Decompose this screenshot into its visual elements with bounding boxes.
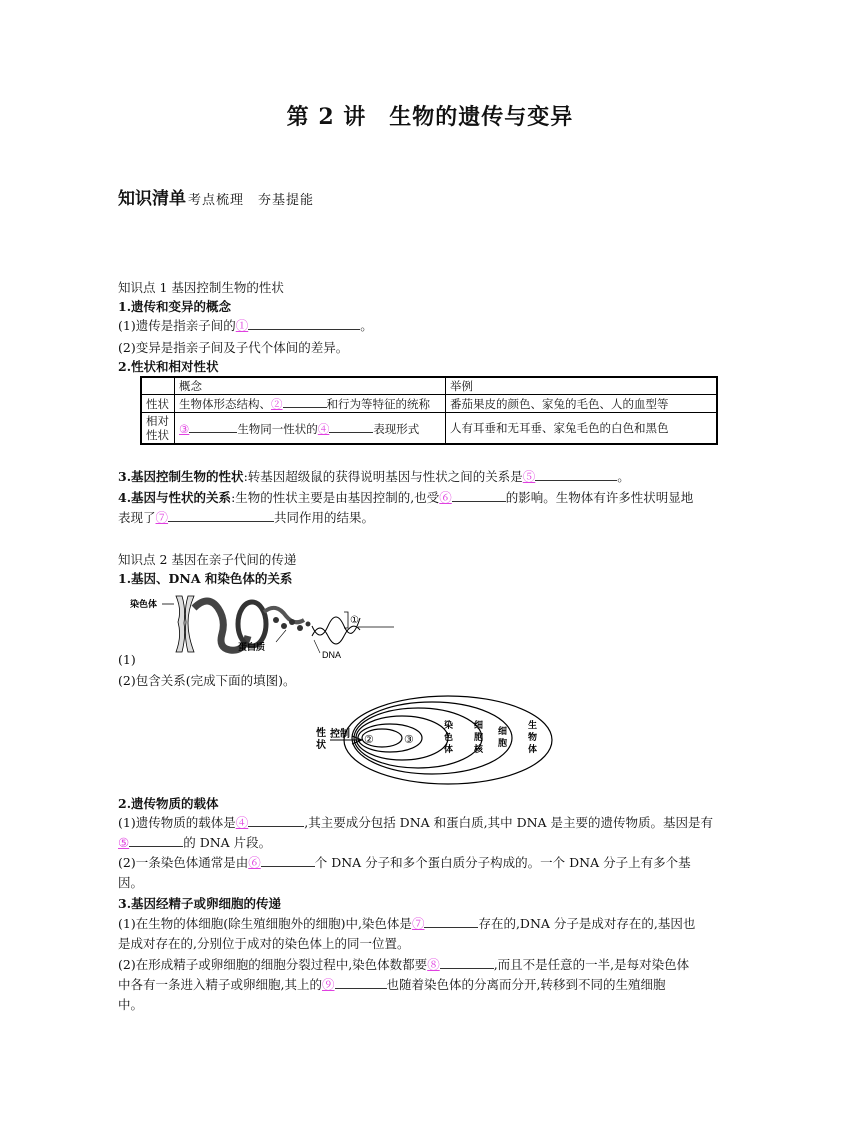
fill-blank[interactable] xyxy=(424,914,478,928)
kp2-para-4c: 中。 xyxy=(118,997,144,1012)
kp1-line-1a: (1)遗传是指亲子间的① 。 xyxy=(118,318,373,333)
kp1-para-3: 3.基因控制生物的性状:转基因超级鼠的获得说明基因与性状之间的关系是⑤ 。 xyxy=(118,469,630,484)
kp2-para-1b: ⑤ 的 DNA 片段。 xyxy=(118,835,272,850)
section-header xyxy=(118,184,314,209)
svg-text:体: 体 xyxy=(444,744,454,754)
kp2-para-1a: (1)遗传物质的载体是④ ,其主要成分包括 DNA 和蛋白质,其中 DNA 是主要的遗传物质。基因是有 xyxy=(118,815,714,830)
kp2-para-4a: (2)在形成精子或卵细胞的细胞分裂过程中,染色体数都要⑧ ,而且不是任意的一半,是每对染色体 xyxy=(118,957,690,972)
kp2-para-4b: 中各有一条进入精子或卵细胞,其上的⑨ 也随着染色体的分离而分开,转移到不同的生殖细胞 xyxy=(118,977,666,992)
svg-text:染: 染 xyxy=(444,720,454,730)
label-dna: DNA xyxy=(322,650,342,660)
kp1-heading: 知识点 1 基因控制生物的性状 xyxy=(118,280,284,295)
inclusion-diagram xyxy=(308,694,556,788)
kp2-para-2a: (2)一条染色体通常是由⑥ 个 DNA 分子和多个蛋白质分子构成的。一个 DNA 分子上有多个基 xyxy=(118,855,691,870)
table-cell: ③ 生物同一性状的④ 表现形式 xyxy=(175,413,446,445)
svg-text:细: 细 xyxy=(474,720,484,730)
label-control: 控制 xyxy=(330,729,350,740)
svg-text:物: 物 xyxy=(528,732,538,742)
table-cell: 生物体形态结构、② 和行为等特征的统称 xyxy=(175,395,446,413)
table-row-label: 性状 xyxy=(141,395,175,413)
svg-text:核: 核 xyxy=(474,744,484,754)
kp2-para-3a: (1)在生物的体细胞(除生殖细胞外的细胞)中,染色体是⑦ 存在的,DNA 分子是成对存在的,基因也 xyxy=(118,916,696,931)
kp2-heading: 知识点 2 基因在亲子代间的传递 xyxy=(118,552,297,567)
fill-blank[interactable] xyxy=(452,488,506,502)
table-cell: 人有耳垂和无耳垂、家兔毛色的白色和黑色 xyxy=(446,413,718,445)
section-sub: 考点梳理 夯基提能 xyxy=(188,193,315,208)
fill-blank[interactable] xyxy=(535,467,617,481)
kp2-line-2: (2)包含关系(完成下面的填图)。 xyxy=(118,673,296,688)
table-head-concept: 概念 xyxy=(175,377,446,395)
kp1-para-4: 4.基因与性状的关系:生物的性状主要是由基因控制的,也受⑥ 的影响。生物体有许多性状明显地 xyxy=(118,490,694,505)
table-head-example: 举例 xyxy=(446,377,718,395)
fill-blank[interactable] xyxy=(440,955,494,969)
kp2-para-3b: 是成对存在的,分别位于成对的染色体上的同一位置。 xyxy=(118,936,410,951)
blank-marker: ① xyxy=(235,318,249,333)
trait-table xyxy=(140,376,718,445)
label-protein: 蛋白质 xyxy=(238,642,266,652)
fill-blank[interactable] xyxy=(329,421,373,433)
chromosome-dna-figure xyxy=(126,590,406,660)
kp1-h2: 2.性状和相对性状 xyxy=(118,359,219,374)
kp2-line-1: (1) xyxy=(118,652,136,667)
svg-text:胞: 胞 xyxy=(498,738,508,748)
label-chromosome: 染色体 xyxy=(130,599,158,609)
diagram-marker: ② xyxy=(364,733,374,746)
table-cell: 番茄果皮的颜色、家兔的毛色、人的血型等 xyxy=(446,395,718,413)
kp2-para-2b: 因。 xyxy=(118,875,144,890)
fill-blank[interactable] xyxy=(168,508,274,522)
kp1-h1: 1.遗传和变异的概念 xyxy=(118,299,232,314)
kp1-line-1b: (2)变异是指亲子间及子代个体间的差异。 xyxy=(118,340,349,355)
kp2-h1: 1.基因、DNA 和染色体的关系 xyxy=(118,571,293,586)
diagram-marker: ③ xyxy=(404,733,414,746)
table-row-label: 相对性状 xyxy=(141,413,175,445)
page-title: 第 2 讲 生物的遗传与变异 xyxy=(286,104,574,130)
svg-text:色: 色 xyxy=(444,732,454,742)
figure-marker: ① xyxy=(350,615,359,626)
fill-blank[interactable] xyxy=(261,853,315,867)
fill-blank[interactable] xyxy=(248,316,360,330)
fill-blank[interactable] xyxy=(283,396,327,408)
fill-blank[interactable] xyxy=(248,813,304,827)
chromosome-icon xyxy=(176,596,194,652)
kp1-para-4b: 表现了⑦ 共同作用的结果。 xyxy=(118,510,375,525)
svg-text:体: 体 xyxy=(528,744,538,754)
svg-text:生: 生 xyxy=(528,720,538,730)
svg-text:胞: 胞 xyxy=(474,732,484,742)
fill-blank[interactable] xyxy=(129,833,183,847)
label-trait-2: 状 xyxy=(316,740,326,751)
kp2-h2: 2.遗传物质的载体 xyxy=(118,796,219,811)
fill-blank[interactable] xyxy=(189,421,237,433)
label-trait-1: 性 xyxy=(316,728,326,739)
svg-text:细: 细 xyxy=(498,726,508,736)
protein-beads-icon xyxy=(273,617,311,631)
section-main: 知识清单 xyxy=(118,189,186,209)
fill-blank[interactable] xyxy=(335,975,387,989)
kp2-h3: 3.基因经精子或卵细胞的传递 xyxy=(118,896,282,911)
